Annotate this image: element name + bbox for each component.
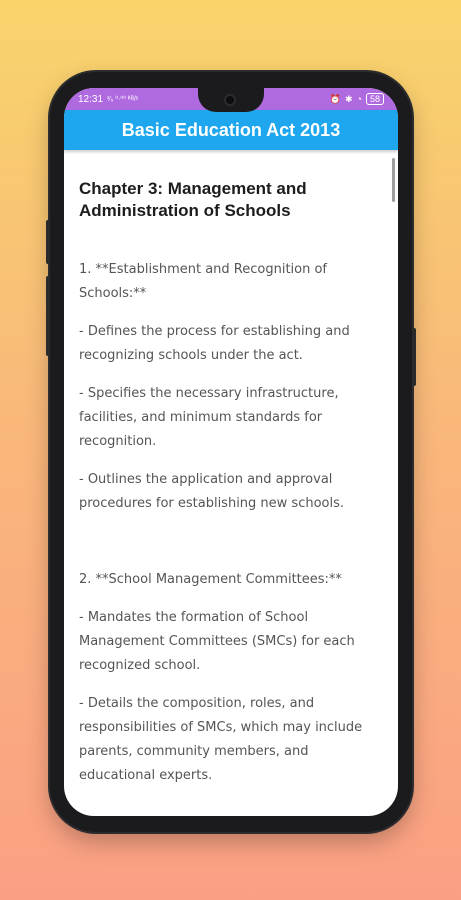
screen [64, 88, 398, 816]
bullet-paragraph: - Details the composition, roles, and responsibilities of SMCs, which may include parents, community members, and educational experts. [79, 696, 363, 783]
volume-button-lower [46, 276, 50, 356]
chapter-title: Chapter 3: Management and Administration of Schools [79, 179, 307, 220]
bullet-paragraph: - Mandates the formation of School Management Committees (SMCs) for each recognized school. [79, 610, 355, 673]
volume-button [46, 220, 50, 264]
bullet-paragraph: - Defines the process for establishing and recognizing schools under the act. [79, 324, 350, 363]
status-icons [330, 93, 384, 105]
status-time: 12:31 [78, 93, 104, 105]
bullet-paragraph: - Specifies the necessary infrastructure, facilities, and minimum standards for recognition. [79, 386, 339, 449]
status-network-speed: ³⁄₅ ⁰·⁰⁰ ᴷᴮ/ˢ [107, 96, 139, 103]
app-title: Basic Education Act 2013 [121, 119, 341, 140]
wifi-icon: ◔ [356, 94, 362, 104]
section-heading: 2. **School Management Committees:** [79, 572, 342, 587]
spacer [79, 530, 370, 568]
bullet-paragraph: - Outlines the application and approval procedures for establishing new schools. [79, 472, 345, 511]
section-heading: 1. **Establishment and Recognition of Schools:** [79, 262, 328, 301]
battery-icon: 58 [366, 93, 384, 105]
phone-frame [50, 72, 412, 832]
front-camera [224, 94, 236, 106]
scrollbar[interactable] [392, 158, 395, 202]
bluetooth-icon: ✱ [345, 93, 353, 104]
alarm-icon: ⏰ [329, 93, 341, 104]
document-content[interactable] [64, 150, 398, 816]
power-button [412, 328, 416, 386]
app-bar [64, 110, 398, 150]
